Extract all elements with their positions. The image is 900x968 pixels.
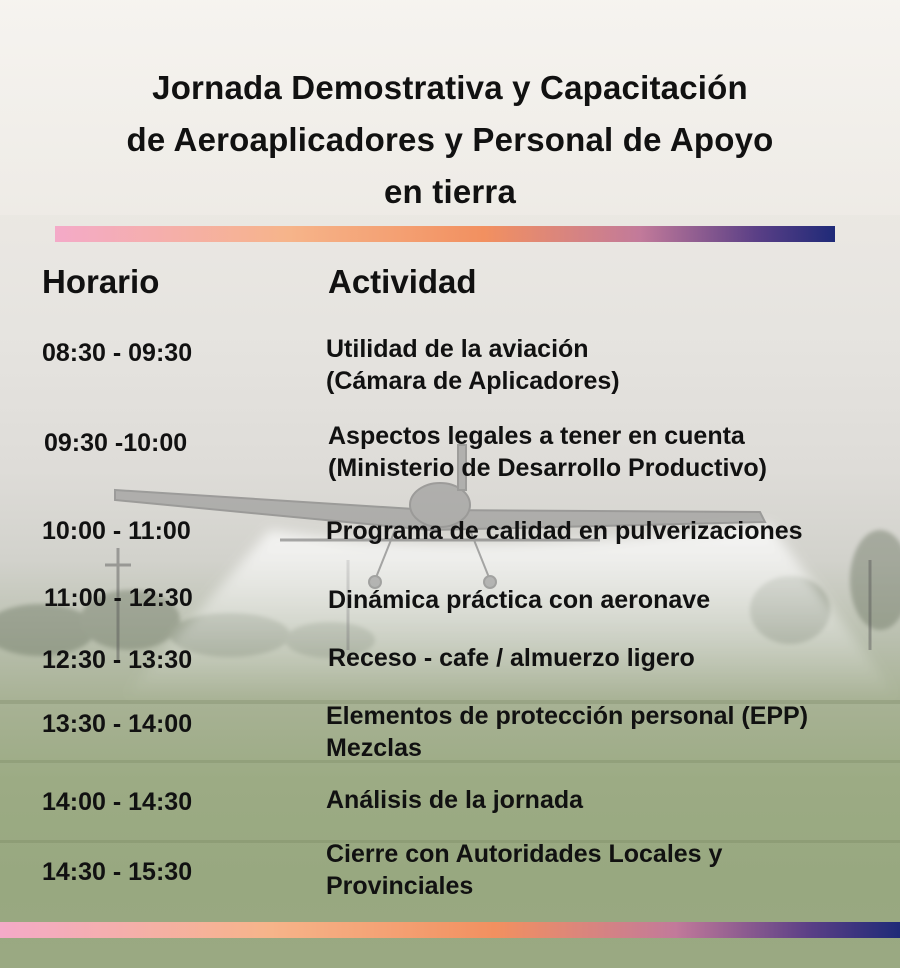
schedule-time: 14:30 - 15:30 — [42, 858, 193, 886]
title-line: Jornada Demostrativa y Capacitación — [152, 69, 748, 107]
schedule-time: 09:30 -10:00 — [44, 429, 188, 457]
gradient-divider-bottom — [0, 922, 900, 938]
activity-line: Utilidad de la aviación — [326, 335, 589, 363]
activity-line: Programa de calidad en pulverizaciones — [326, 517, 803, 545]
activity-line: Mezclas — [326, 734, 422, 762]
header-horario: Horario — [42, 263, 160, 300]
schedule-activity — [328, 584, 710, 616]
schedule-activity — [326, 333, 620, 397]
activity-line: Cierre con Autoridades Locales y — [326, 840, 723, 868]
activity-line: Dinámica práctica con aeronave — [328, 586, 711, 614]
schedule-activity — [326, 838, 722, 902]
schedule-activity — [326, 784, 583, 816]
header-actividad: Actividad — [328, 263, 477, 300]
activity-line: (Cámara de Aplicadores) — [326, 367, 620, 395]
activity-line: (Ministerio de Desarrollo Productivo) — [328, 454, 767, 482]
schedule-activity — [328, 642, 695, 674]
title-line: de Aeroaplicadores y Personal de Apoyo — [126, 121, 774, 159]
schedule-time: 11:00 - 12:30 — [44, 584, 193, 612]
schedule-activity — [328, 420, 767, 484]
poster-title — [0, 62, 900, 218]
schedule-time: 13:30 - 14:00 — [42, 710, 193, 738]
activity-line: Análisis de la jornada — [326, 786, 584, 814]
schedule-time: 14:00 - 14:30 — [42, 788, 193, 816]
schedule-activity — [326, 700, 808, 764]
schedule-time: 08:30 - 09:30 — [42, 339, 193, 367]
activity-line: Provinciales — [326, 872, 474, 900]
gradient-divider-top — [55, 226, 835, 242]
activity-line: Aspectos legales a tener en cuenta — [328, 422, 745, 450]
activity-line: Receso - cafe / almuerzo ligero — [328, 644, 695, 672]
activity-line: Elementos de protección personal (EPP) — [326, 702, 809, 730]
schedule-activity — [326, 515, 803, 547]
title-line: en tierra — [383, 173, 517, 211]
schedule-time: 12:30 - 13:30 — [42, 646, 193, 674]
schedule-time: 10:00 - 11:00 — [42, 517, 191, 545]
